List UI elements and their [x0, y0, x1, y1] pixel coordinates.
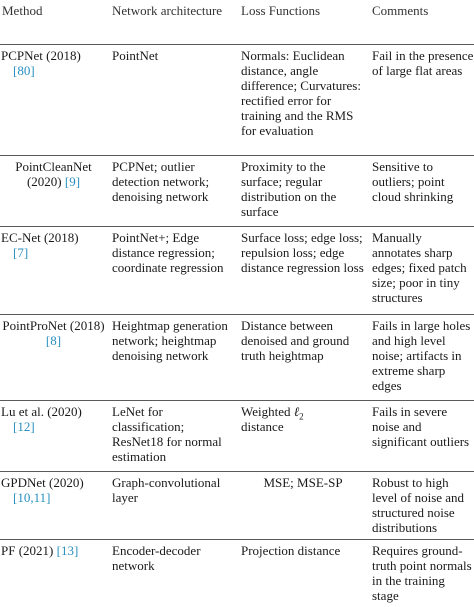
comments-cell: Fails in large holes and high level noise; artifacts in extreme sharp edges [369, 314, 474, 400]
header-loss: Loss Functions [238, 0, 369, 44]
header-comments: Comments [369, 0, 474, 44]
header-method: Method [0, 0, 109, 44]
loss-cell: Proximity to the surface; regular distribution on the surface [238, 155, 369, 226]
method-name: Lu et al. (2020) [1, 403, 82, 419]
loss-cell: Projection distance [241, 542, 341, 558]
method-cell [0, 226, 109, 314]
architecture-cell: Heightmap generation network; heightmap denoising network [109, 314, 238, 400]
method-cell [0, 155, 109, 226]
citation-link[interactable]: [80] [13, 62, 35, 78]
loss-suffix: distance [241, 418, 284, 434]
method-cell [0, 539, 109, 607]
comments-cell: Fails in severe noise and significant outliers [369, 400, 474, 471]
header-row [0, 0, 474, 44]
table-header [0, 0, 474, 44]
comments-cell: Fail in the presence of large flat areas [369, 44, 474, 155]
method-name: GPDNet (2020) [1, 474, 84, 490]
citation-link[interactable]: [7] [13, 244, 29, 260]
table-row [0, 314, 474, 400]
loss-cell: Surface loss; edge loss; repulsion loss; edge distance regression loss [238, 226, 369, 314]
architecture-cell: PointNet+; Edge distance regression; coordinate regression [109, 226, 238, 314]
citation-link[interactable]: [13] [56, 542, 79, 558]
comments-cell: Manually annotates sharp edges; fixed patch size; poor in tiny structures [369, 226, 474, 314]
method-name: PCPNet (2018) [1, 47, 81, 63]
loss-cell [238, 400, 369, 471]
l2-norm-symbol: ℓ [293, 403, 300, 419]
table-row [0, 539, 474, 607]
header-architecture: Network architecture [109, 0, 238, 44]
loss-cell: MSE; MSE-SP [238, 471, 369, 539]
loss-prefix: Weighted [241, 403, 294, 419]
architecture-cell: Graph-convolutional layer [109, 471, 238, 539]
architecture-cell: LeNet for classification; ResNet18 for normal estimation [109, 400, 238, 471]
loss-cell: Distance between denoised and ground truth heightmap [238, 314, 369, 400]
architecture-cell: PointNet [109, 44, 238, 155]
architecture-cell: PCPNet; outlier detection network; denoising network [109, 155, 238, 226]
citation-link[interactable]: [10,11] [13, 489, 51, 505]
l2-norm-subscript: 2 [299, 411, 304, 422]
comments-cell: Sensitive to outliers; point cloud shrinking [369, 155, 474, 226]
citation-link[interactable]: [9] [64, 173, 81, 189]
method-name: PointProNet (2018) [2, 317, 105, 333]
method-cell [0, 400, 109, 471]
method-name: PF (2021) [1, 542, 54, 558]
table-row [0, 400, 474, 471]
table-row [0, 155, 474, 226]
method-cell [0, 44, 109, 155]
architecture-cell: Encoder-decoder network [112, 542, 201, 573]
loss-cell: Normals: Euclidean distance, angle difference; Curvatures: rectified error for training and the RMS for evaluation [238, 44, 369, 155]
table-row [0, 226, 474, 314]
table-row [0, 471, 474, 539]
comments-cell: Requires ground-truth point normals in the training stage [372, 542, 472, 603]
method-cell [0, 314, 109, 400]
table-row [0, 44, 474, 155]
method-name: EC-Net (2018) [1, 229, 79, 245]
citation-link[interactable]: [8] [45, 332, 62, 348]
comments-cell: Robust to high level of noise and structured noise distributions [369, 471, 474, 539]
method-cell [0, 471, 109, 539]
table-body [0, 44, 474, 607]
citation-link[interactable]: [12] [13, 418, 35, 434]
method-name: PointCleanNet (2020) [15, 158, 92, 189]
